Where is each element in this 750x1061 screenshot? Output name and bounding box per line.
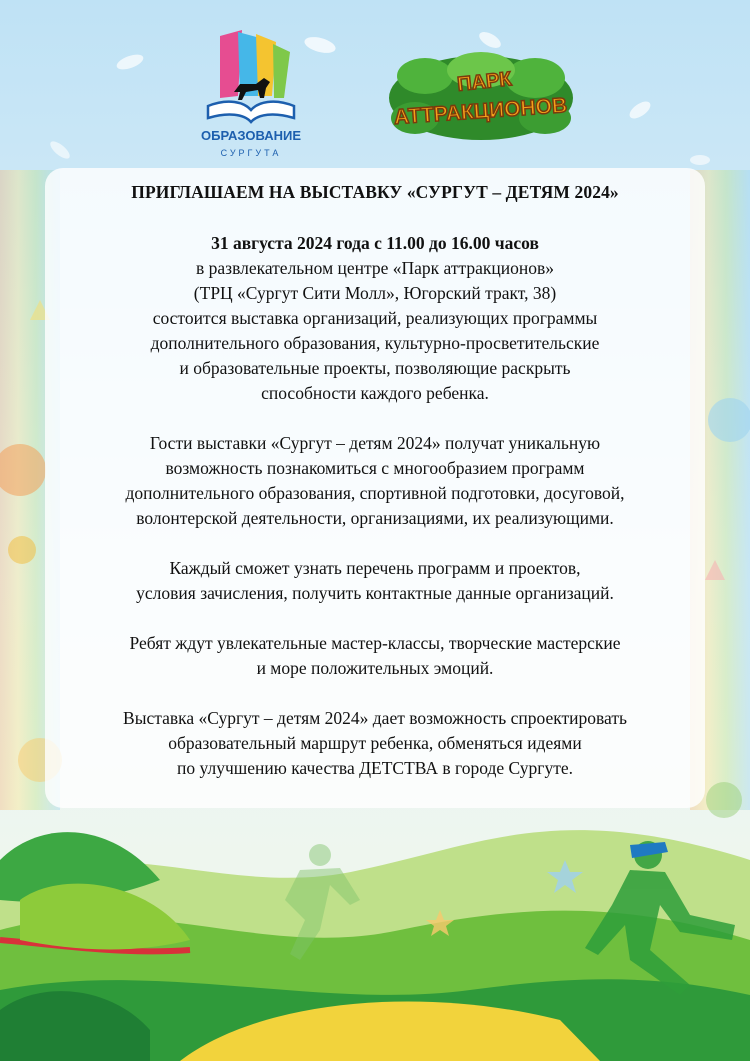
paragraph-line: Каждый сможет узнать перечень программ и проектов,	[169, 558, 581, 578]
paragraph-line: образовательный маршрут ребенка, обменяться идеями	[168, 733, 582, 753]
closing-paragraph	[45, 706, 705, 781]
paragraph-line: Гости выставки «Сургут – детям 2024» получат уникальную	[149, 433, 601, 453]
paragraph-line: дополнительного образования, спортивной подготовки, досуговой,	[125, 483, 625, 503]
svg-text:ОБРАЗОВАНИЕ: ОБРАЗОВАНИЕ	[201, 128, 301, 143]
paragraph-line: Ребят ждут увлекательные мастер-классы, творческие мастерские	[129, 633, 621, 653]
svg-text:АТТРАКЦИОНОВ: АТТРАКЦИОНОВ	[393, 93, 568, 130]
svg-text:СУРГУТА: СУРГУТА	[220, 148, 282, 158]
svg-text:ПАРК: ПАРК	[456, 68, 513, 96]
education-surgut-logo	[198, 26, 304, 166]
intro-paragraph	[45, 231, 705, 406]
amusement-park-logo	[385, 48, 577, 144]
paragraph-line: по улучшению качества ДЕТСТВА в городе Сургуте.	[177, 758, 573, 778]
announcement-content	[45, 180, 705, 806]
intro-line: в развлекательном центре «Парк аттракционов»	[196, 258, 554, 278]
paragraph-line: возможность познакомиться с многообразием программ	[165, 458, 585, 478]
programs-paragraph	[45, 556, 705, 606]
paragraph-line: условия зачисления, получить контактные данные организаций.	[136, 583, 614, 603]
event-date-line: 31 августа 2024 года с 11.00 до 16.00 часов	[211, 233, 539, 253]
paragraph-line: и море положительных эмоций.	[256, 658, 494, 678]
paragraph-line: волонтерской деятельности, организациями, их реализующими.	[136, 508, 614, 528]
paragraph-line: Выставка «Сургут – детям 2024» дает возможность спроектировать	[123, 708, 627, 728]
intro-line: состоится выставка организаций, реализующих программы	[152, 308, 598, 328]
intro-line: способности каждого ребенка.	[261, 383, 489, 403]
masterclass-paragraph	[45, 631, 705, 681]
page-title: ПРИГЛАШАЕМ НА ВЫСТАВКУ «СУРГУТ – ДЕТЯМ 2024»	[131, 182, 619, 202]
intro-line: дополнительного образования, культурно-просветительские	[150, 333, 600, 353]
guests-paragraph	[45, 431, 705, 531]
intro-line: и образовательные проекты, позволяющие раскрыть	[179, 358, 571, 378]
intro-line: (ТРЦ «Сургут Сити Молл», Югорский тракт, 38)	[193, 283, 557, 303]
